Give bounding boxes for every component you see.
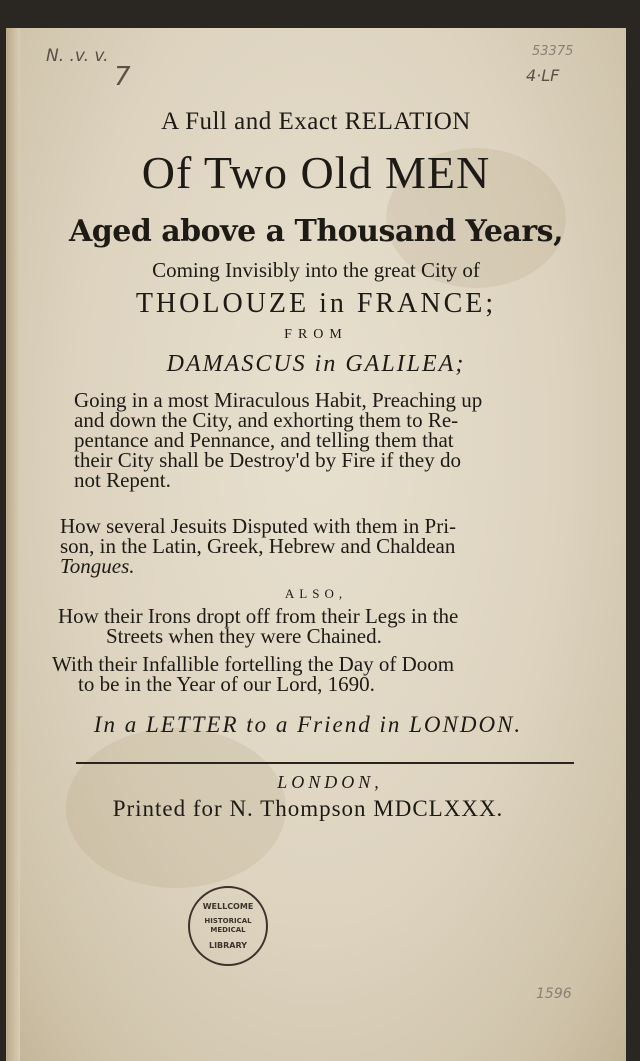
- also-heading: ALSO,: [284, 586, 348, 601]
- stamp-text-historical: HISTORICAL: [204, 917, 252, 925]
- text-line: pentance and Pennance, and telling them that: [74, 428, 454, 452]
- title-line-aged: Aged above a Thousand Years,: [68, 214, 564, 249]
- title-page: [6, 28, 626, 1061]
- year-bottom-right: 1596: [536, 986, 572, 1002]
- title-line-tholouze: THOLOUZE in FRANCE;: [135, 288, 497, 319]
- title-line-two-old-men: Of Two Old MEN: [141, 147, 491, 198]
- stamp-text-top: WELLCOME: [202, 902, 254, 911]
- text-line: How their Irons dropt off from their Legs in the: [58, 604, 459, 628]
- divider-rule: [76, 762, 574, 764]
- text-line: With their Infallible fortelling the Day of Doom: [52, 652, 455, 676]
- paragraph-going: [74, 390, 482, 490]
- text-line: their City shall be Destroy'd by Fire if they do: [74, 448, 461, 472]
- text-line: Tongues.: [60, 554, 135, 578]
- stamp-text-bottom: LIBRARY: [208, 941, 248, 950]
- title-line-from: FROM: [284, 327, 348, 342]
- imprint-printed-for: Printed for N. Thompson MDCLXXX.: [112, 796, 504, 821]
- text-line: son, in the Latin, Greek, Hebrew and Chaldean: [60, 534, 456, 558]
- text-line: and down the City, and exhorting them to Re-: [74, 408, 459, 432]
- paragraph-irons: [58, 606, 458, 646]
- note-top-right: 4·LF: [526, 66, 560, 85]
- shelfmark-top-right: 53375: [532, 44, 574, 59]
- title-line-damascus: DAMASCUS in GALILEA;: [166, 351, 466, 377]
- imprint-place: LONDON,: [277, 772, 383, 792]
- paragraph-doom: [52, 654, 454, 694]
- numeral-top-left: 7: [114, 62, 131, 92]
- title-line-relation: A Full and Exact RELATION: [161, 108, 471, 135]
- text-line: How several Jesuits Disputed with them in Pri-: [60, 514, 457, 538]
- text-line: Going in a most Miraculous Habit, Preaching up: [74, 388, 483, 412]
- shelfmark-top-left: N. .v. v.: [46, 46, 109, 66]
- letter-line: In a LETTER to a Friend in LONDON.: [93, 712, 523, 737]
- text-line: not Repent.: [74, 468, 171, 492]
- stamp-text-medical: MEDICAL: [210, 926, 246, 934]
- title-line-coming: Coming Invisibly into the great City of: [152, 258, 480, 282]
- text-line: to be in the Year of our Lord, 1690.: [78, 672, 375, 696]
- paragraph-jesuits: [60, 516, 456, 576]
- library-stamp: [188, 886, 268, 966]
- text-line: Streets when they were Chained.: [106, 624, 382, 648]
